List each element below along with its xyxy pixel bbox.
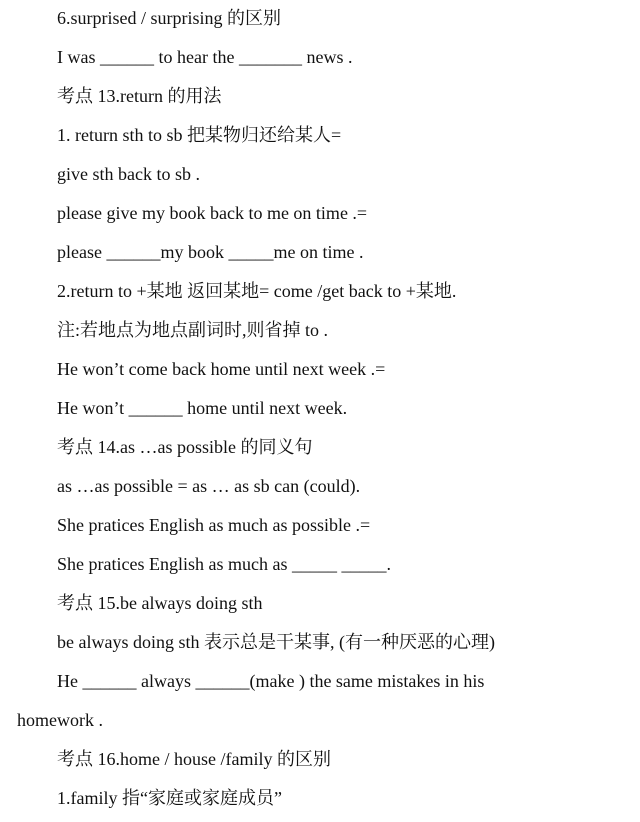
text-line: He won’t come back home until next week .= [57,359,386,379]
text-line: He ______ always ______(make ) the same mistakes in his [57,671,485,691]
text-line: please give my book back to me on time .= [57,203,368,223]
text-line: 2.return to +某地 返回某地= come /get back to +某地. [57,281,457,301]
text-line: give sth back to sb . [57,164,200,184]
text-line: be always doing sth 表示总是干某事, (有一种厌恶的心理) [57,632,495,652]
section-heading: 考点 15.be always doing sth [57,593,263,613]
text-line: 注:若地点为地点副词时,则省掉 to . [57,320,329,340]
section-heading: 考点 13.return 的用法 [57,86,222,106]
text-line: 1. return sth to sb 把某物归还给某人= [57,125,342,145]
text-line: 6.surprised / surprising 的区别 [57,8,281,28]
section-heading: 考点 14.as …as possible 的同义句 [57,437,313,457]
text-line: as …as possible = as … as sb can (could). [57,476,361,496]
text-line: She pratices English as much as _____ _____. [57,554,391,574]
text-line: homework . [17,710,103,730]
text-line: please ______my book _____me on time . [57,242,364,262]
text-line: 1.family 指“家庭或家庭成员” [57,788,282,808]
text-line: She pratices English as much as possible .= [57,515,371,535]
text-line: He won’t ______ home until next week. [57,398,348,418]
text-line: I was ______ to hear the _______ news . [57,47,353,67]
section-heading: 考点 16.home / house /family 的区别 [57,749,331,769]
